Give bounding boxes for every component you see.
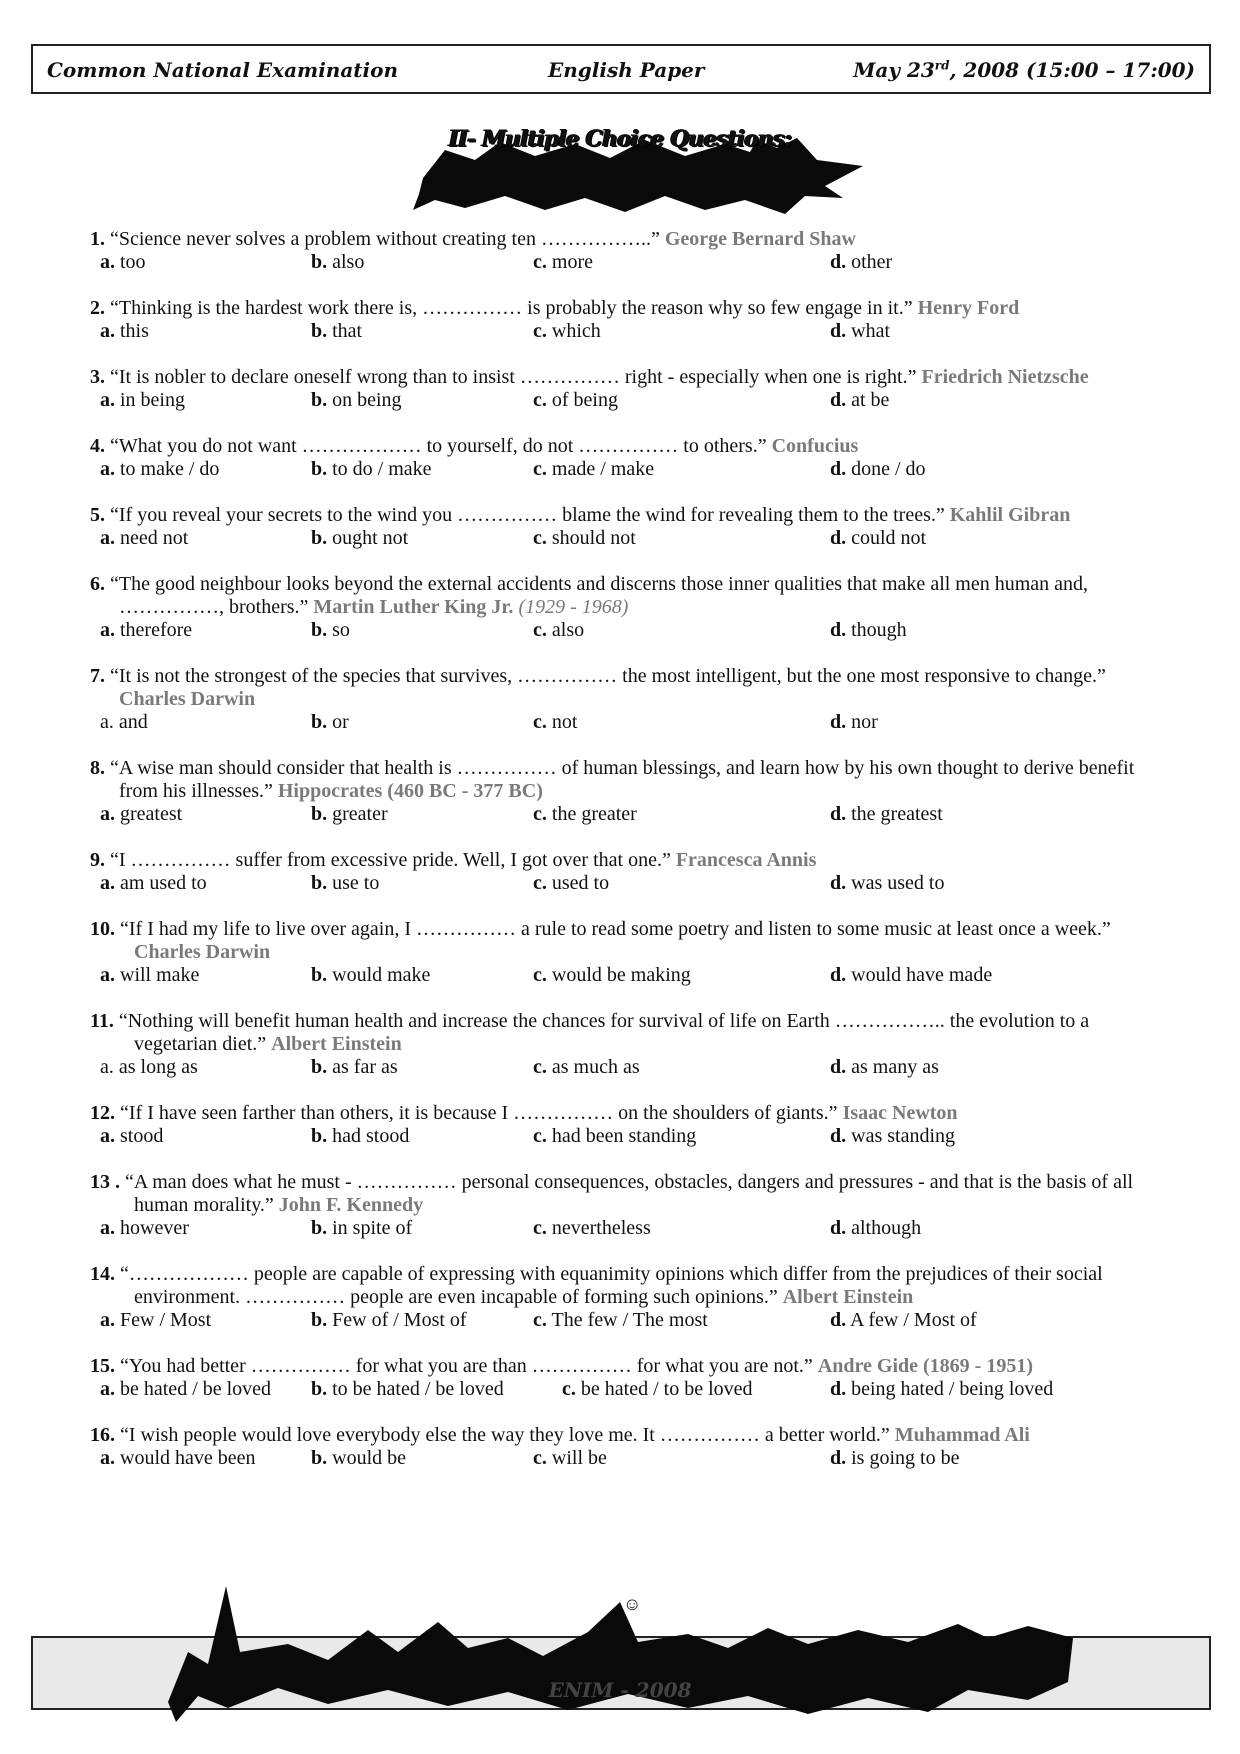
question-stem bbox=[90, 504, 1170, 527]
question-number: 4. bbox=[90, 435, 105, 457]
answer-option-c: c. would be making bbox=[533, 964, 691, 986]
answer-option-c: c. will be bbox=[533, 1447, 607, 1469]
quote-author: Henry Ford bbox=[917, 297, 1020, 319]
question-text: “If I have seen farther than others, it is because I …………… on the shoulders of giants.” bbox=[120, 1102, 838, 1124]
answer-option-d: d. being hated / being loved bbox=[830, 1378, 1054, 1400]
answer-options bbox=[90, 1217, 1170, 1240]
question-number: 7. bbox=[90, 665, 105, 687]
question-stem bbox=[90, 757, 1170, 803]
answer-option-a: a. therefore bbox=[100, 619, 193, 641]
question-number: 16. bbox=[90, 1424, 115, 1446]
answer-options bbox=[90, 251, 1170, 274]
answer-options bbox=[90, 527, 1170, 550]
question-stem bbox=[90, 435, 1170, 458]
answer-options bbox=[90, 711, 1170, 734]
question-number: 2. bbox=[90, 297, 105, 319]
answer-option-b: b. as far as bbox=[311, 1056, 398, 1078]
answer-option-a: a. greatest bbox=[100, 803, 183, 825]
quote-author: Kahlil Gibran bbox=[949, 504, 1071, 526]
answer-options bbox=[90, 803, 1170, 826]
answer-option-c: c. which bbox=[533, 320, 601, 342]
answer-options bbox=[90, 320, 1170, 343]
answer-options bbox=[90, 1309, 1170, 1332]
answer-option-a: a. and bbox=[100, 711, 148, 733]
answer-option-c: c. nevertheless bbox=[533, 1217, 651, 1239]
answer-option-c: c. also bbox=[533, 619, 585, 641]
question-stem bbox=[90, 228, 1170, 251]
question-item bbox=[90, 228, 1170, 274]
question-stem bbox=[90, 366, 1170, 389]
question-text: “A man does what he must - …………… personal consequences, obstacles, dangers and pressures - and that is the basis of all human morality.” bbox=[125, 1171, 1134, 1216]
section-title: II- Multiple Choice Questions: bbox=[448, 126, 792, 152]
answer-option-c: c. made / make bbox=[533, 458, 655, 480]
answer-options bbox=[90, 1447, 1170, 1470]
answer-option-b: b. had stood bbox=[311, 1125, 410, 1147]
answer-option-b: b. also bbox=[311, 251, 365, 273]
answer-option-c: c. not bbox=[533, 711, 578, 733]
quote-author: Albert Einstein bbox=[782, 1286, 914, 1308]
answer-option-b: b. would make bbox=[311, 964, 431, 986]
question-stem bbox=[90, 1263, 1170, 1309]
answer-option-a: a. to make / do bbox=[100, 458, 220, 480]
exam-date: May 23rd, 2008 (15:00 – 17:00) bbox=[853, 58, 1195, 82]
answer-option-d: d. the greatest bbox=[830, 803, 943, 825]
answer-option-b: b. greater bbox=[311, 803, 388, 825]
question-stem bbox=[90, 849, 1170, 872]
answer-option-a: a. stood bbox=[100, 1125, 164, 1147]
answer-option-a: a. too bbox=[100, 251, 146, 273]
answer-option-a: a. in being bbox=[100, 389, 185, 411]
answer-option-d: d. nor bbox=[830, 711, 878, 733]
question-list bbox=[90, 228, 1170, 1493]
question-text: “I wish people would love everybody else the way they love me. It …………… a better world.” bbox=[120, 1424, 890, 1446]
quote-author: Isaac Newton bbox=[842, 1102, 958, 1124]
quote-author: Hippocrates (460 BC - 377 BC) bbox=[277, 780, 543, 802]
answer-option-b: b. ought not bbox=[311, 527, 409, 549]
quote-author: Confucius bbox=[771, 435, 859, 457]
quote-author: Martin Luther King Jr. bbox=[313, 596, 514, 618]
answer-option-c: c. be hated / to be loved bbox=[562, 1378, 753, 1400]
answer-option-b: b. on being bbox=[311, 389, 402, 411]
question-item bbox=[90, 1171, 1170, 1240]
answer-option-c: c. used to bbox=[533, 872, 610, 894]
question-item bbox=[90, 757, 1170, 826]
question-number: 5. bbox=[90, 504, 105, 526]
quote-author: Francesca Annis bbox=[675, 849, 817, 871]
question-item bbox=[90, 849, 1170, 895]
question-stem bbox=[90, 1355, 1170, 1378]
question-number: 12. bbox=[90, 1102, 115, 1124]
question-item bbox=[90, 1102, 1170, 1148]
question-text: “A wise man should consider that health is …………… of human blessings, and learn how by his own thought to derive benefit from his illnesses.” bbox=[110, 757, 1135, 802]
question-stem bbox=[90, 1171, 1170, 1217]
answer-option-d: d. done / do bbox=[830, 458, 926, 480]
question-item bbox=[90, 1355, 1170, 1401]
quote-author: Muhammad Ali bbox=[894, 1424, 1030, 1446]
question-item bbox=[90, 297, 1170, 343]
answer-option-b: b. would be bbox=[311, 1447, 407, 1469]
quote-author: Friedrich Nietzsche bbox=[921, 366, 1089, 388]
question-item bbox=[90, 1010, 1170, 1079]
quote-author: George Bernard Shaw bbox=[664, 228, 856, 250]
answer-options bbox=[90, 389, 1170, 412]
question-text: “The good neighbour looks beyond the external accidents and discerns those inner qualities that make all men human and, ……………, brothers.” bbox=[110, 573, 1089, 618]
answer-option-d: d. was used to bbox=[830, 872, 945, 894]
question-number: 8. bbox=[90, 757, 105, 779]
question-stem bbox=[90, 918, 1170, 964]
answer-option-a: a. need not bbox=[100, 527, 189, 549]
question-text: “It is not the strongest of the species that survives, …………… the most intelligent, but the one most responsive to change.” bbox=[110, 665, 1106, 687]
answer-options bbox=[90, 872, 1170, 895]
answer-option-d: d. A few / Most of bbox=[830, 1309, 977, 1331]
question-number: 15. bbox=[90, 1355, 115, 1377]
question-text: “You had better …………… for what you are than …………… for what you are not.” bbox=[120, 1355, 813, 1377]
question-stem bbox=[90, 1102, 1170, 1125]
question-number: 14. bbox=[90, 1263, 115, 1285]
answer-option-b: b. that bbox=[311, 320, 363, 342]
answer-options bbox=[90, 619, 1170, 642]
answer-option-a: a. would have been bbox=[100, 1447, 256, 1469]
answer-option-d: d. what bbox=[830, 320, 891, 342]
answer-option-c: c. should not bbox=[533, 527, 636, 549]
answer-option-a: a. will make bbox=[100, 964, 200, 986]
question-item bbox=[90, 366, 1170, 412]
question-text: “What you do not want ……………… to yourself, do not …………… to others.” bbox=[110, 435, 767, 457]
answer-option-d: d. although bbox=[830, 1217, 922, 1239]
question-item bbox=[90, 573, 1170, 642]
author-years: (1929 - 1968) bbox=[518, 596, 629, 618]
question-number: 11. bbox=[90, 1010, 114, 1032]
paper-name: English Paper bbox=[548, 58, 705, 82]
exam-header bbox=[31, 44, 1211, 94]
quote-author: Albert Einstein bbox=[271, 1033, 402, 1055]
answer-option-a: a. as long as bbox=[100, 1056, 198, 1078]
answer-option-d: d. is going to be bbox=[830, 1447, 960, 1469]
question-text: “Science never solves a problem without creating ten ……………..” bbox=[110, 228, 660, 250]
quote-author: John F. Kennedy bbox=[278, 1194, 424, 1216]
answer-options bbox=[90, 458, 1170, 481]
answer-option-b: b. so bbox=[311, 619, 350, 641]
answer-option-c: c. The few / The most bbox=[533, 1309, 708, 1331]
answer-option-d: d. other bbox=[830, 251, 893, 273]
answer-options bbox=[90, 964, 1170, 987]
quote-author: Andre Gide (1869 - 1951) bbox=[817, 1355, 1033, 1377]
answer-option-d: d. though bbox=[830, 619, 907, 641]
answer-option-b: b. to be hated / be loved bbox=[311, 1378, 504, 1400]
answer-option-a: a. am used to bbox=[100, 872, 207, 894]
smiley-icon: ☺ bbox=[623, 1594, 642, 1614]
question-text: “Thinking is the hardest work there is, …………… is probably the reason why so few engage in it.” bbox=[110, 297, 913, 319]
answer-option-d: d. at be bbox=[830, 389, 890, 411]
quote-author: Charles Darwin bbox=[134, 941, 271, 963]
question-stem bbox=[90, 1010, 1170, 1056]
answer-option-a: a. this bbox=[100, 320, 149, 342]
answer-option-c: c. as much as bbox=[533, 1056, 640, 1078]
answer-option-b: b. use to bbox=[311, 872, 380, 894]
answer-option-c: c. more bbox=[533, 251, 593, 273]
answer-options bbox=[90, 1056, 1170, 1079]
question-text: “……………… people are capable of expressing with equanimity opinions which differ from the prejudices of their social environment. …………… people are even incapable of forming such opinions.” bbox=[120, 1263, 1103, 1308]
answer-option-a: a. Few / Most bbox=[100, 1309, 212, 1331]
answer-option-b: b. or bbox=[311, 711, 349, 733]
question-stem bbox=[90, 1424, 1170, 1447]
question-item bbox=[90, 1263, 1170, 1332]
answer-options bbox=[90, 1378, 1170, 1401]
question-number: 9. bbox=[90, 849, 105, 871]
answer-option-d: d. would have made bbox=[830, 964, 993, 986]
answer-options bbox=[90, 1125, 1170, 1148]
answer-option-c: c. of being bbox=[533, 389, 618, 411]
answer-option-b: b. Few of / Most of bbox=[311, 1309, 467, 1331]
answer-option-b: b. in spite of bbox=[311, 1217, 413, 1239]
question-text: “If you reveal your secrets to the wind you …………… blame the wind for revealing them to the trees.” bbox=[110, 504, 945, 526]
answer-option-a: a. be hated / be loved bbox=[100, 1378, 272, 1400]
question-stem bbox=[90, 665, 1170, 711]
exam-name: Common National Examination bbox=[47, 58, 399, 82]
question-item bbox=[90, 504, 1170, 550]
answer-option-d: d. as many as bbox=[830, 1056, 939, 1078]
question-text: “It is nobler to declare oneself wrong than to insist …………… right - especially when one is right.” bbox=[110, 366, 917, 388]
answer-option-c: c. the greater bbox=[533, 803, 637, 825]
question-number: 1. bbox=[90, 228, 105, 250]
question-stem bbox=[90, 297, 1170, 320]
footer-text: ENIM - 2008 bbox=[548, 1678, 692, 1702]
question-item bbox=[90, 435, 1170, 481]
question-number: 6. bbox=[90, 573, 105, 595]
question-item bbox=[90, 665, 1170, 734]
answer-option-b: b. to do / make bbox=[311, 458, 432, 480]
question-number: 3. bbox=[90, 366, 105, 388]
answer-option-d: d. was standing bbox=[830, 1125, 956, 1147]
question-number: 13 . bbox=[90, 1171, 120, 1193]
question-text: “Nothing will benefit human health and increase the chances for survival of life on Earth …………….. the evolution to a vegetarian diet.” bbox=[118, 1010, 1090, 1055]
answer-option-c: c. had been standing bbox=[533, 1125, 697, 1147]
answer-option-a: a. however bbox=[100, 1217, 189, 1239]
question-stem bbox=[90, 573, 1170, 619]
quote-author: Charles Darwin bbox=[119, 688, 256, 710]
question-text: “I …………… suffer from excessive pride. Well, I got over that one.” bbox=[110, 849, 671, 871]
question-item bbox=[90, 1424, 1170, 1470]
answer-option-d: d. could not bbox=[830, 527, 927, 549]
question-item bbox=[90, 918, 1170, 987]
question-number: 10. bbox=[90, 918, 115, 940]
question-text: “If I had my life to live over again, I …………… a rule to read some poetry and listen to some music at least once a week.” bbox=[120, 918, 1111, 940]
